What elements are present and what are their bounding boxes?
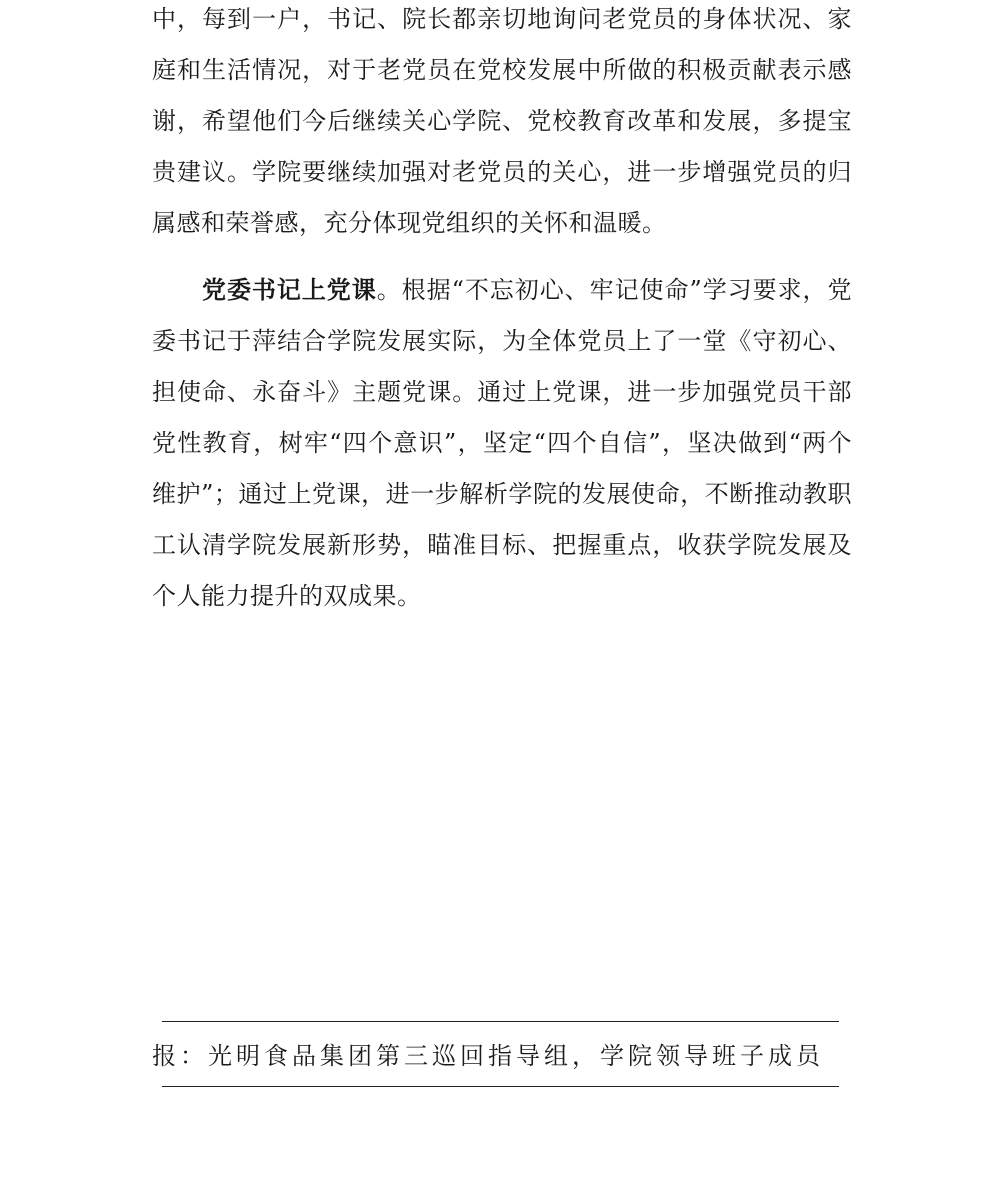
cc-bottom-rule [162,1086,839,1087]
paragraph-body-text: 。根据“不忘初心、牢记使命”学习要求，党委书记于萍结合学院发展实际，为全体党员上了一堂《守初心、担使命、永奋斗》主题党课。通过上党课，进一步加强党员干部党性教育，树牢“四个意识”，坚定“四个自信”，坚决做到“两个维护”；通过上党课，进一步解析学院的发展使命，不断推动教职工认清学院发展新形势，瞄准目标、把握重点，收获学院发展及个人能力提升的双成果。 [152,276,852,610]
cc-distribution-line: 报：光明食品集团第三巡回指导组，学院领导班子成员 [152,1042,824,1070]
body-paragraph-party-lecture [152,264,852,622]
cc-top-rule [162,1021,839,1022]
paragraph-lead-heading: 党委书记上党课 [202,275,377,304]
body-paragraph-visits: 中，每到一户，书记、院长都亲切地询问老党员的身体状况、家庭和生活情况，对于老党员在党校发展中所做的积极贡献表示感谢，希望他们今后继续关心学院、党校教育改革和发展，多提宝贵建议。学院要继续加强对老党员的关心，进一步增强党员的归属感和荣誉感，充分体现党组织的关怀和温暖。 [152,5,852,237]
